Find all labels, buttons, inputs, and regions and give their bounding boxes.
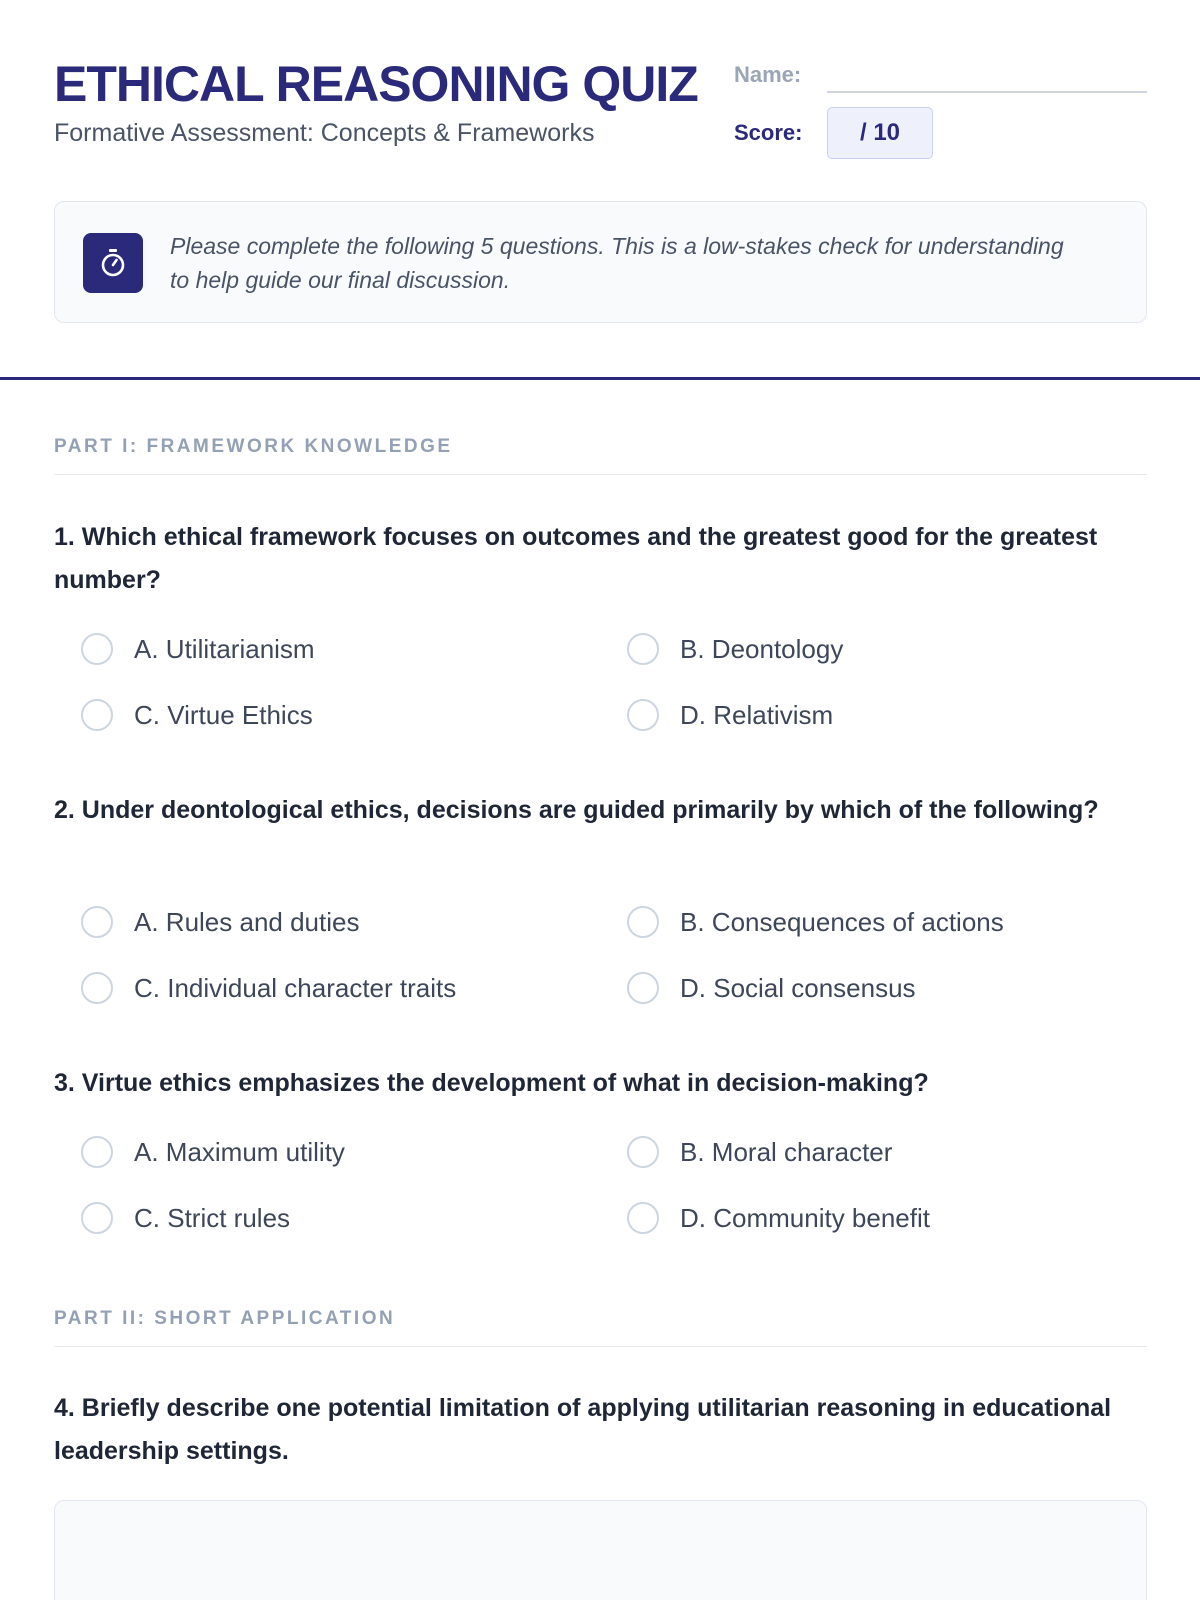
q3-option-d[interactable] <box>627 1198 930 1238</box>
radio-button[interactable] <box>627 1202 659 1234</box>
q3-option-a[interactable] <box>81 1132 345 1172</box>
q2-option-b[interactable] <box>627 902 1004 942</box>
option-label: C. Virtue Ethics <box>134 699 313 730</box>
option-label: C. Strict rules <box>134 1202 291 1233</box>
answer-textarea[interactable] <box>54 1500 1147 1600</box>
q1-option-d[interactable] <box>627 695 833 735</box>
q3-option-b[interactable] <box>627 1132 892 1172</box>
score-box: / 10 <box>827 107 933 159</box>
option-label: A. Rules and duties <box>134 906 360 937</box>
radio-button[interactable] <box>81 699 113 731</box>
q1-option-b[interactable] <box>627 629 843 669</box>
part-label: PART II: SHORT APPLICATION <box>54 1308 396 1329</box>
part-2-header <box>54 1307 1147 1347</box>
q1-option-c[interactable] <box>81 695 313 735</box>
q2-option-d[interactable] <box>627 968 916 1008</box>
option-label: D. Relativism <box>680 699 834 730</box>
question-4-text: 4. Briefly describe one potential limitation of applying utilitarian reasoning in educational leadership settings. <box>54 1394 1112 1465</box>
q2-option-a[interactable] <box>81 902 359 942</box>
q1-option-a[interactable] <box>81 629 315 669</box>
question-2-text: 2. Under deontological ethics, decisions are guided primarily by which of the following? <box>54 796 1099 824</box>
option-label: C. Individual character traits <box>134 972 457 1003</box>
name-label: Name: <box>734 62 802 87</box>
quiz-header <box>54 56 1147 166</box>
option-label: D. Community benefit <box>680 1202 930 1233</box>
q3-option-c[interactable] <box>81 1198 290 1238</box>
radio-button[interactable] <box>81 1136 113 1168</box>
question-3-text: 3. Virtue ethics emphasizes the development of what in decision-making? <box>54 1069 929 1097</box>
q2-option-c[interactable] <box>81 968 456 1008</box>
part-label: PART I: FRAMEWORK KNOWLEDGE <box>54 436 453 457</box>
radio-button[interactable] <box>81 972 113 1004</box>
option-label: B. Deontology <box>680 633 844 664</box>
name-field[interactable] <box>827 91 1147 93</box>
option-label: A. Utilitarianism <box>134 633 315 664</box>
option-label: D. Social consensus <box>680 972 916 1003</box>
radio-button[interactable] <box>627 699 659 731</box>
radio-button[interactable] <box>81 1202 113 1234</box>
radio-button[interactable] <box>627 906 659 938</box>
page-title: ETHICAL REASONING QUIZ <box>54 56 698 112</box>
radio-button[interactable] <box>81 633 113 665</box>
section-divider <box>0 377 1200 380</box>
radio-button[interactable] <box>627 972 659 1004</box>
score-label: Score: <box>734 120 803 145</box>
radio-button[interactable] <box>81 906 113 938</box>
radio-button[interactable] <box>627 633 659 665</box>
option-label: B. Consequences of actions <box>680 906 1004 937</box>
part-1-header <box>54 435 1147 475</box>
instructions-text: Please complete the following 5 questions. This is a low-stakes check for understanding to help guide our final discussion. <box>170 233 1064 293</box>
instructions-panel <box>54 201 1147 323</box>
stopwatch-icon <box>83 233 143 293</box>
option-label: A. Maximum utility <box>134 1136 345 1167</box>
page-subtitle: Formative Assessment: Concepts & Frameworks <box>54 119 595 147</box>
radio-button[interactable] <box>627 1136 659 1168</box>
question-1-text: 1. Which ethical framework focuses on outcomes and the greatest good for the greatest number? <box>54 523 1098 594</box>
option-label: B. Moral character <box>680 1136 893 1167</box>
